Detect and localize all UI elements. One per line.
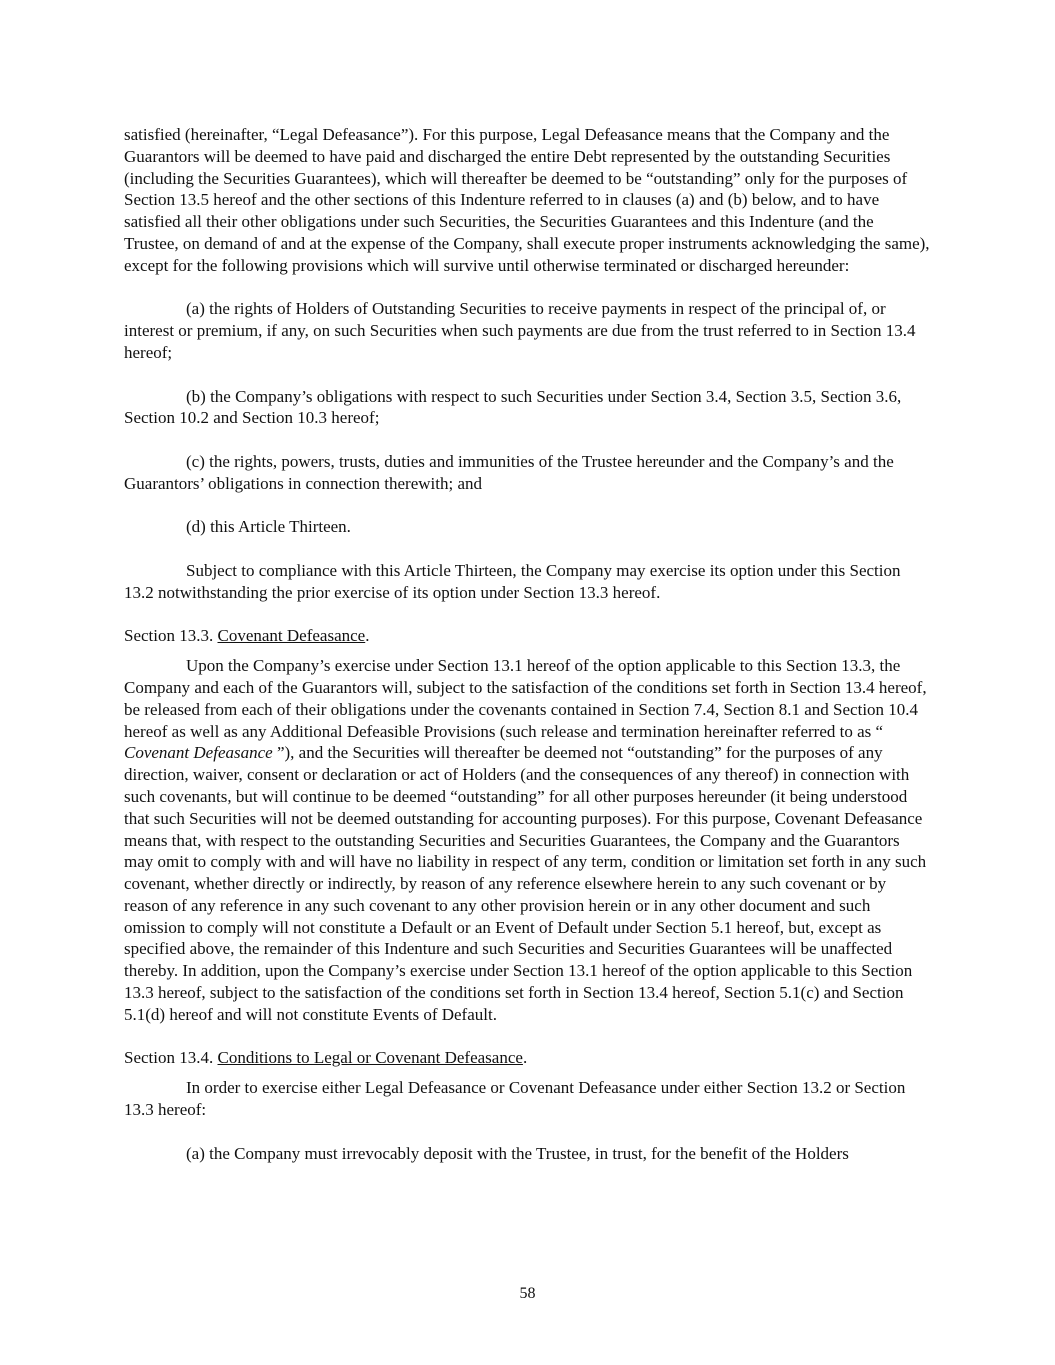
clause-a: (a) the rights of Holders of Outstanding Securities to receive payments in respect of the principal of, or interest or premium, if any, on such Securities when such payments are due from the trust referred to in Section 13.4 hereof; [124, 299, 916, 362]
section-13-4-title-end: . [522, 1048, 528, 1068]
section-13-3-body-part1: Upon the Company’s exercise under Section 13.1 hereof of the option applicable to this Section 13.3, the Company and each of the Guarantors will, subject to the satisfaction of the conditions set forth in Section 13.4 hereof, be released from each of their obligations under the covenants contained in Section 7.4, Section 8.1 and Section 10.4 hereof as well as any Additional Defeasible Provisions (such release and termination hereinafter referred to as “ [124, 656, 927, 741]
section-13-3-body-part2: ”), and the Securities will thereafter be deemed not “outstanding” for the purposes of any direction, waiver, consent or declaration or act of Holders (and the consequences of any thereof) in connection with such covenants, but will continue to be deemed “outstanding” for all other purposes hereunder (it being understood that such Securities will not be deemed outstanding for accounting purposes). For this purpose, Covenant Defeasance means that, with respect to the outstanding Securities and Securities Guarantees, the Company and the Guarantors may omit to comply with and will have no liability in respect of any term, condition or limitation set forth in any such covenant, whether directly or indirectly, by reason of any reference elsewhere herein to any such covenant or by reason of any reference in any such covenant to any other provision herein or in any other document and such omission to comply will not constitute a Default or an Event of Default under Section 5.1 hereof, but, except as specified above, the remainder of this Indenture and such Securities and Securities Guarantees will be unaffected thereby. In addition, upon the Company’s exercise under Section 13.1 hereof of the option applicable to this Section 13.3 hereof, subject to the satisfaction of the conditions set forth in Section 13.4 hereof, Section 5.1(c) and Section 5.1(d) hereof and will not constitute Events of Default. [124, 743, 927, 1024]
section-13-4-heading [124, 1047, 932, 1069]
opening-paragraph: satisfied (hereinafter, “Legal Defeasance”). For this purpose, Legal Defeasance means that the Company and the Guarantors will be deemed to have paid and discharged the entire Debt represented by the outstanding Securities (including the Securities Guarantees), which will thereafter be deemed to be “outstanding” only for the purposes of Section 13.5 hereof and the other sections of this Indenture referred to in clauses (a) and (b) below, and to have satisfied all their other obligations under such Securities, the Securities Guarantees and this Indenture (and the Trustee, on demand of and at the expense of the Company, shall execute proper instruments acknowledging the same), except for the following provisions which will survive until otherwise terminated or discharged hereunder: [124, 125, 930, 275]
section-13-3-title: Covenant Defeasance [217, 626, 366, 646]
section-13-3-number: Section 13.3. [124, 626, 218, 646]
subject-paragraph: Subject to compliance with this Article Thirteen, the Company may exercise its option under this Section 13.2 notwithstanding the prior exercise of its option under Section 13.3 hereof. [124, 560, 901, 602]
section-13-4-number: Section 13.4. [124, 1048, 218, 1068]
section-13-3-body [124, 655, 932, 1026]
section-13-3-heading [124, 625, 932, 647]
document-page [124, 124, 932, 1186]
clause-b: (b) the Company’s obligations with respect to such Securities under Section 3.4, Section 3.5, Section 3.6, Section 10.2 and Section 10.3 hereof; [124, 386, 902, 428]
section-13-4-title: Conditions to Legal or Covenant Defeasance [217, 1048, 523, 1068]
section-13-3-body-italic: Covenant Defeasance [124, 743, 273, 763]
section-13-3-title-end: . [365, 626, 370, 646]
page-number: 58 [519, 1285, 536, 1302]
section-13-4-clause-a: (a) the Company must irrevocably deposit with the Trustee, in trust, for the benefit of the Holders [186, 1143, 849, 1163]
clause-d: (d) this Article Thirteen. [186, 517, 351, 537]
section-13-4-intro: In order to exercise either Legal Defeasance or Covenant Defeasance under either Section 13.2 or Section 13.3 hereof: [124, 1078, 906, 1120]
clause-c: (c) the rights, powers, trusts, duties and immunities of the Trustee hereunder and the Company’s and the Guarantors’ obligations in connection therewith; and [124, 451, 894, 493]
